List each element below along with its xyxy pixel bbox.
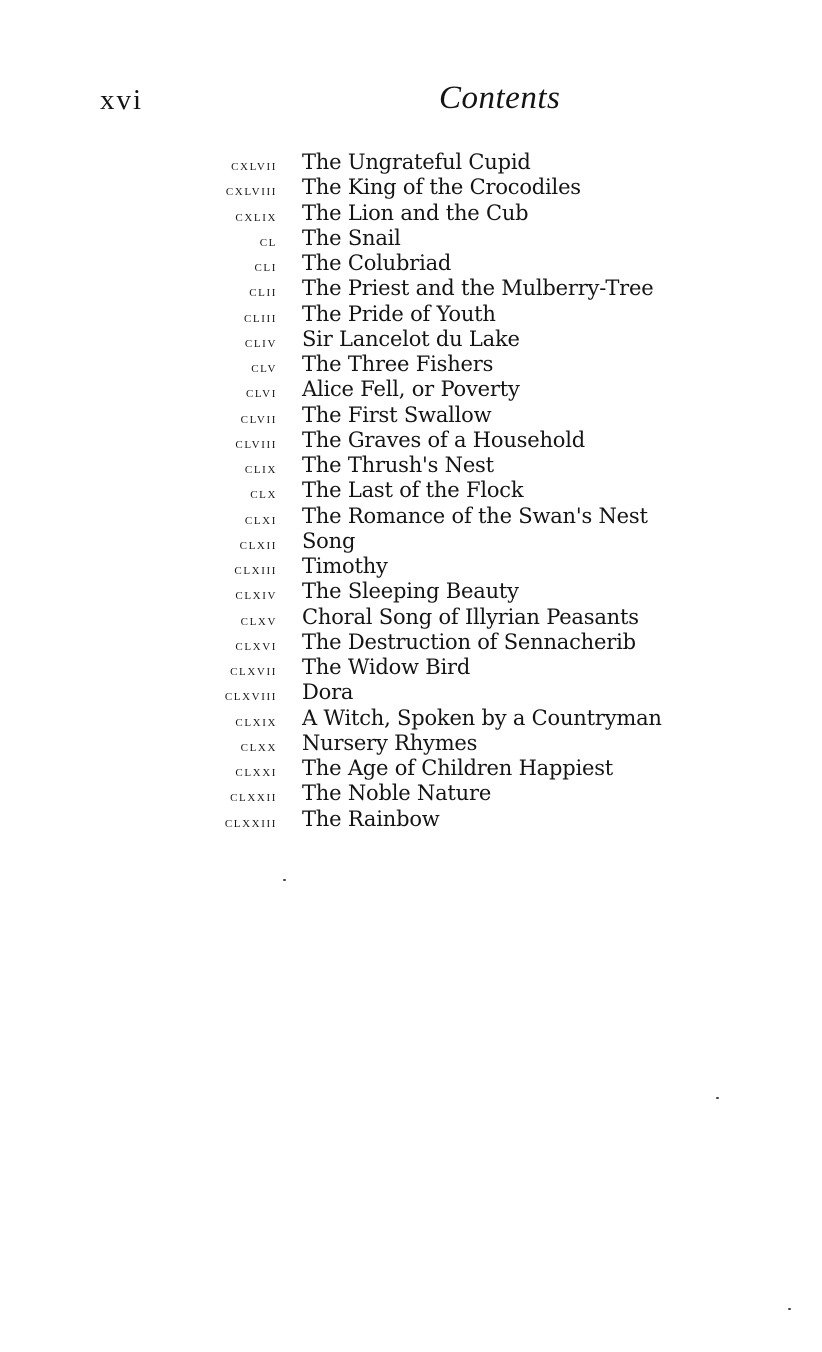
- entry-title: The Sleeping Beauty: [302, 579, 519, 604]
- toc-entry: [0, 680, 822, 705]
- toc-entry: [0, 529, 822, 554]
- entry-title: Choral Song of Illyrian Peasants: [302, 604, 639, 629]
- entry-title: The Age of Children Happiest: [302, 756, 614, 780]
- entry-title: Alice Fell, or Poverty: [302, 377, 520, 402]
- entry-title: The Noble Nature: [302, 781, 492, 806]
- toc-entry: [0, 403, 822, 428]
- entry-numeral: clxix: [235, 712, 277, 730]
- toc-entry: [0, 428, 822, 453]
- entry-numeral: cl: [259, 232, 277, 250]
- entry-numeral: clxxii: [230, 788, 277, 806]
- entry-numeral: clxviii: [224, 687, 277, 705]
- toc-entry: [0, 781, 822, 806]
- entry-title: The Romance of the Swan's Nest: [302, 503, 648, 528]
- entry-numeral: clvi: [245, 384, 277, 402]
- contents-list: [0, 150, 822, 832]
- entry-numeral: clxvii: [230, 662, 277, 679]
- entry-numeral: clxx: [240, 737, 277, 755]
- toc-entry: [0, 807, 822, 832]
- entry-numeral: cxlvii: [231, 157, 277, 174]
- toc-entry: [0, 731, 822, 756]
- entry-title: The Snail: [302, 225, 401, 250]
- entry-numeral: clvii: [240, 409, 277, 427]
- entry-title: The Three Fishers: [302, 352, 494, 376]
- entry-title: Nursery Rhymes: [302, 730, 478, 755]
- entry-numeral: clv: [251, 359, 277, 376]
- entry-numeral: clxii: [239, 535, 277, 553]
- scan-speck: [788, 1308, 791, 1310]
- entry-numeral: clxv: [240, 611, 277, 629]
- toc-entry: [0, 655, 822, 680]
- toc-entry: [0, 201, 822, 226]
- toc-entry: [0, 377, 822, 402]
- entry-title: The Thrush's Nest: [302, 453, 494, 477]
- toc-entry: [0, 504, 822, 529]
- entry-title: The Lion and the Cub: [302, 200, 529, 225]
- entry-title: Timothy: [302, 554, 388, 578]
- entry-title: The Rainbow: [302, 806, 440, 831]
- entry-numeral: clxiv: [235, 586, 277, 604]
- scan-speck: [716, 1097, 719, 1099]
- entry-numeral: clviii: [235, 434, 277, 452]
- toc-entry: [0, 706, 822, 731]
- entry-title: Dora: [302, 680, 354, 705]
- page-number: xvi: [100, 84, 144, 116]
- entry-title: Sir Lancelot du Lake: [302, 326, 520, 351]
- entry-numeral: clxi: [244, 510, 277, 528]
- entry-title: The Pride of Youth: [302, 301, 496, 326]
- entry-numeral: clxxiii: [224, 813, 277, 831]
- entry-numeral: cliv: [244, 333, 277, 351]
- toc-entry: [0, 327, 822, 352]
- entry-title: The King of the Crocodiles: [302, 175, 581, 200]
- entry-title: Song: [302, 528, 356, 553]
- entry-title: The Colubriad: [302, 251, 452, 275]
- entry-numeral: clxvi: [235, 636, 277, 654]
- toc-entry: [0, 630, 822, 655]
- entry-title: The Graves of a Household: [302, 427, 586, 452]
- entry-title: The Priest and the Mulberry-Tree: [302, 276, 654, 301]
- entry-title: The Ungrateful Cupid: [302, 150, 531, 174]
- toc-entry: [0, 302, 822, 327]
- entry-numeral: clxxi: [235, 763, 277, 780]
- page-header: [0, 78, 822, 122]
- entry-title: The Widow Bird: [302, 655, 471, 679]
- toc-entry: [0, 150, 822, 175]
- toc-entry: [0, 579, 822, 604]
- toc-entry: [0, 554, 822, 579]
- toc-entry: [0, 756, 822, 781]
- entry-numeral: clxiii: [234, 561, 277, 578]
- toc-entry: [0, 352, 822, 377]
- toc-entry: [0, 605, 822, 630]
- entry-numeral: cliii: [243, 308, 277, 326]
- scan-speck: [283, 879, 286, 881]
- toc-entry: [0, 276, 822, 301]
- entry-numeral: clii: [249, 283, 277, 301]
- entry-title: The Destruction of Sennacherib: [302, 629, 636, 654]
- toc-entry: [0, 453, 822, 478]
- running-title: Contents: [439, 80, 561, 116]
- toc-entry: [0, 478, 822, 503]
- entry-title: A Witch, Spoken by a Countryman: [302, 705, 662, 730]
- toc-entry: [0, 251, 822, 276]
- entry-numeral: cxlviii: [225, 182, 277, 200]
- entry-numeral: cxlix: [235, 207, 277, 225]
- entry-numeral: cli: [254, 258, 277, 275]
- entry-numeral: clix: [244, 460, 277, 477]
- entry-numeral: clx: [250, 485, 277, 503]
- toc-entry: [0, 175, 822, 200]
- entry-title: The First Swallow: [302, 402, 492, 427]
- toc-entry: [0, 226, 822, 251]
- entry-title: The Last of the Flock: [302, 478, 524, 503]
